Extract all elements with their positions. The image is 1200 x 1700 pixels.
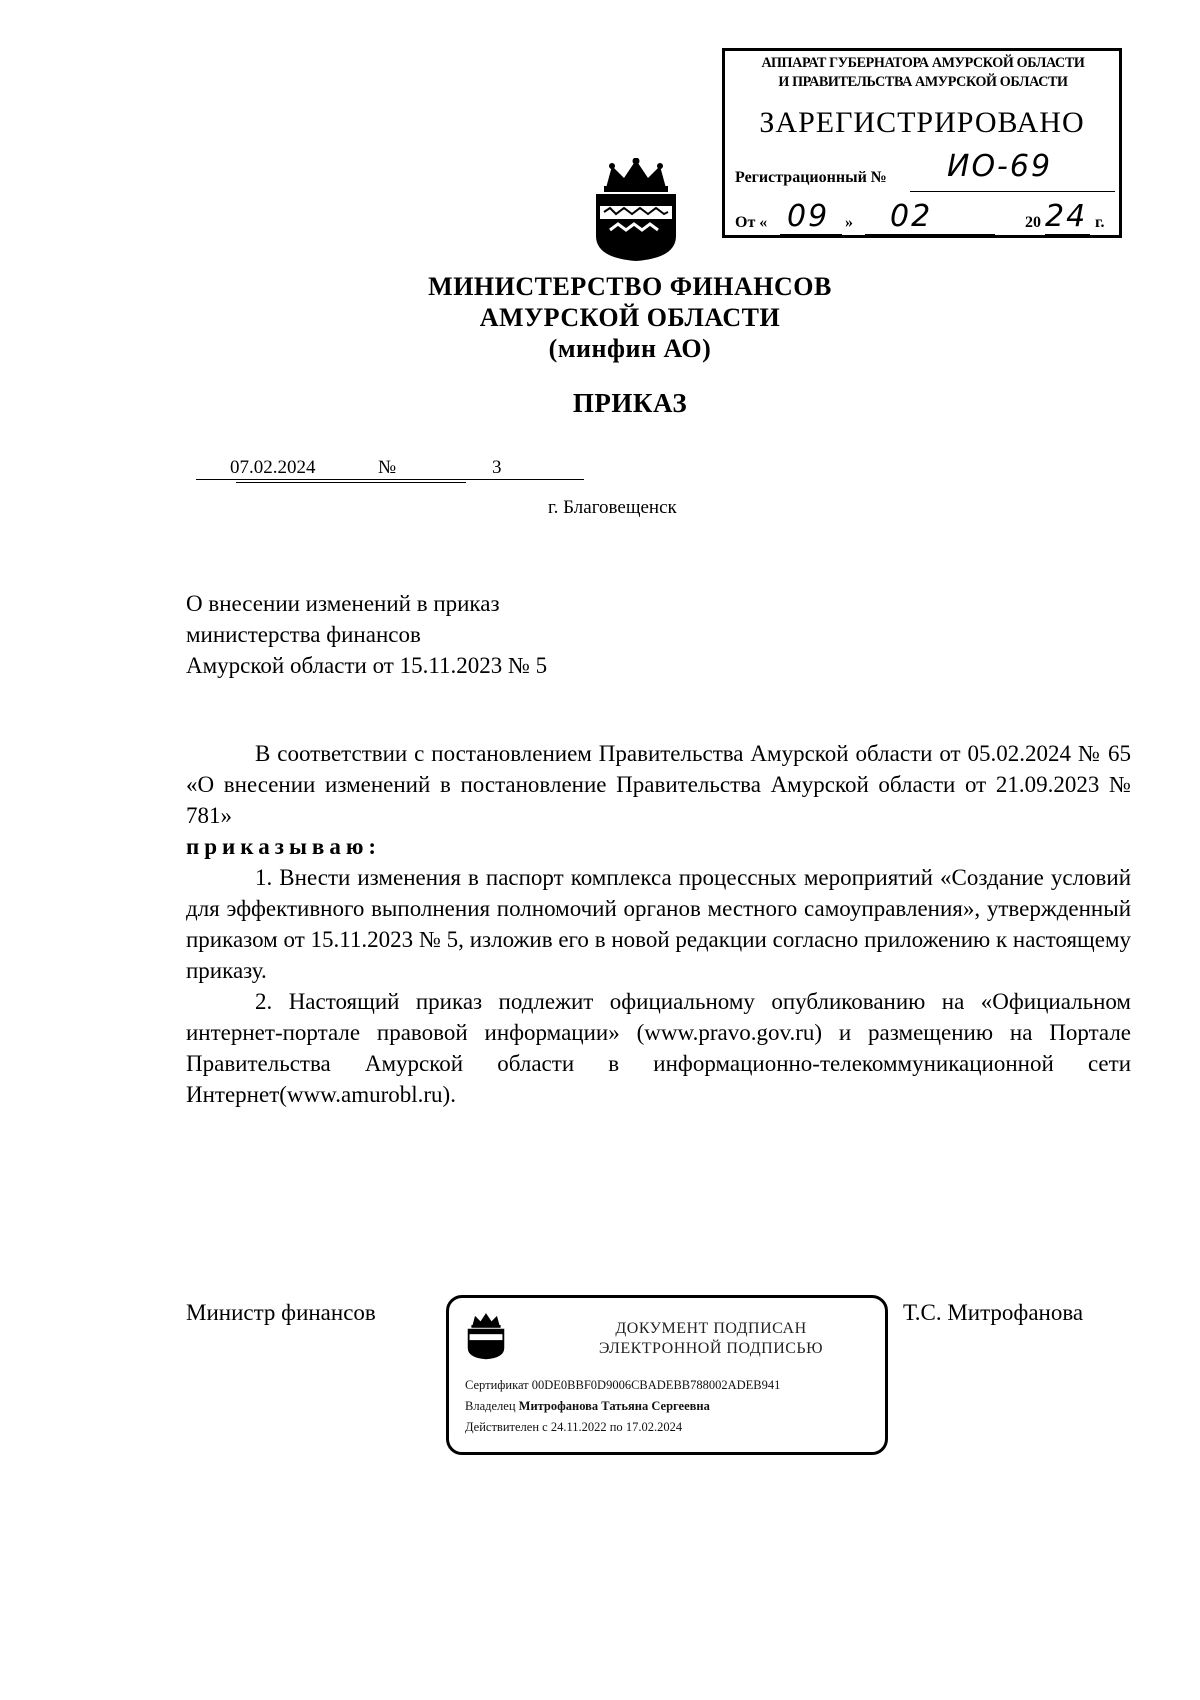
stamp-month: 02: [890, 199, 933, 234]
amur-region-coat-of-arms-icon: [590, 158, 682, 262]
stamp-year-suffix: 24: [1045, 199, 1088, 234]
esig-title-line2: ЭЛЕКТРОННОЙ ПОДПИСЬЮ: [598, 1340, 824, 1357]
esig-validity-row: [465, 1420, 682, 1435]
date-number-underline: [196, 479, 584, 480]
stamp-day: 09: [787, 199, 830, 234]
order-date: 07.02.2024: [230, 457, 316, 478]
subject-line2: министерства финансов: [186, 622, 421, 647]
order-word: приказываю:: [186, 834, 382, 859]
stamp-month-line: [865, 234, 995, 235]
subject-line3: Амурской области от 15.11.2023 № 5: [186, 653, 548, 678]
ministry-name-line1: МИНИСТЕРСТВО ФИНАНСОВ: [428, 272, 832, 301]
subject-line1: О внесении изменений в приказ: [186, 591, 500, 616]
stamp-reg-label: Регистрационный №: [735, 169, 887, 186]
stamp-quote-close: »: [845, 214, 853, 231]
signatory-position: Министр финансов: [186, 1300, 376, 1325]
stamp-year-end: г.: [1095, 214, 1105, 231]
stamp-day-line: [780, 234, 842, 235]
document-subject: [186, 588, 547, 681]
esig-valid-to-label: по: [609, 1420, 623, 1434]
document-type-title: ПРИКАЗ: [572, 388, 688, 418]
stamp-year-prefix: 20: [1025, 214, 1041, 231]
registration-stamp: [722, 48, 1122, 238]
ministry-name-line2: АМУРСКОЙ ОБЛАСТИ: [479, 303, 781, 332]
signatory-name: Т.С. Митрофанова: [903, 1300, 1084, 1325]
preamble-paragraph: В соответствии с постановлением Правительства Амурской области от 05.02.2024 № 65 «О внесении изменений в постановление Правительства Амурской области от 21.09.2023 № 781»: [186, 741, 1131, 828]
stamp-reg-number: ИО-69: [947, 149, 1053, 184]
esig-certificate-row: [465, 1378, 780, 1393]
stamp-reg-line: [910, 191, 1115, 192]
order-number-label: №: [378, 457, 397, 478]
stamp-year-line: [1045, 234, 1090, 235]
esig-owner-row: [465, 1399, 710, 1414]
item-1-paragraph: 1. Внести изменения в паспорт комплекса процессных мероприятий «Создание условий для эффективного выполнения полномочий органов местного самоуправления», утвержденный приказом от 15.11.2023 № 5, изложив его в новой редакции согласно приложению к настоящему приказу.: [186, 865, 1131, 983]
esig-owner-value: Митрофанова Татьяна Сергеевна: [518, 1399, 710, 1413]
stamp-org-line1: АППАРАТ ГУБЕРНАТОРА АМУРСКОЙ ОБЛАСТИ: [761, 55, 1085, 71]
esig-cert-value: 00DE0BBF0D9006CBADEBB788002ADEB941: [531, 1378, 781, 1392]
esig-owner-label: Владелец: [465, 1399, 516, 1413]
electronic-signature-stamp: [446, 1295, 888, 1455]
esig-valid-from: 24.11.2022: [550, 1420, 607, 1434]
item-2-paragraph: 2. Настоящий приказ подлежит официальному опубликованию на «Официальном интернет-портале правовой информации» (www.pravo.gov.ru) и размещению на Портале Правительства Амурской области в информационно-телекоммуникационной сети Интернет(www.amurobl.ru).: [186, 989, 1131, 1107]
stamp-title: ЗАРЕГИСТРИРОВАНО: [759, 106, 1085, 139]
esig-coat-of-arms-icon: [465, 1312, 507, 1360]
ministry-short-name: (минфин АО): [548, 334, 712, 363]
esig-valid-label: Действителен с: [465, 1420, 548, 1434]
city: г. Благовещенск: [548, 497, 677, 518]
order-number: 3: [492, 457, 502, 478]
esig-title-line1: ДОКУМЕНТ ПОДПИСАН: [615, 1320, 807, 1337]
stamp-org-line2: И ПРАВИТЕЛЬСТВА АМУРСКОЙ ОБЛАСТИ: [778, 74, 1068, 90]
document-body: [186, 738, 1131, 1110]
esig-cert-label: Сертификат: [465, 1378, 529, 1392]
date-number-underline-2: [236, 482, 466, 483]
esig-valid-to: 17.02.2024: [625, 1420, 683, 1434]
stamp-from-label: От «: [735, 214, 768, 231]
